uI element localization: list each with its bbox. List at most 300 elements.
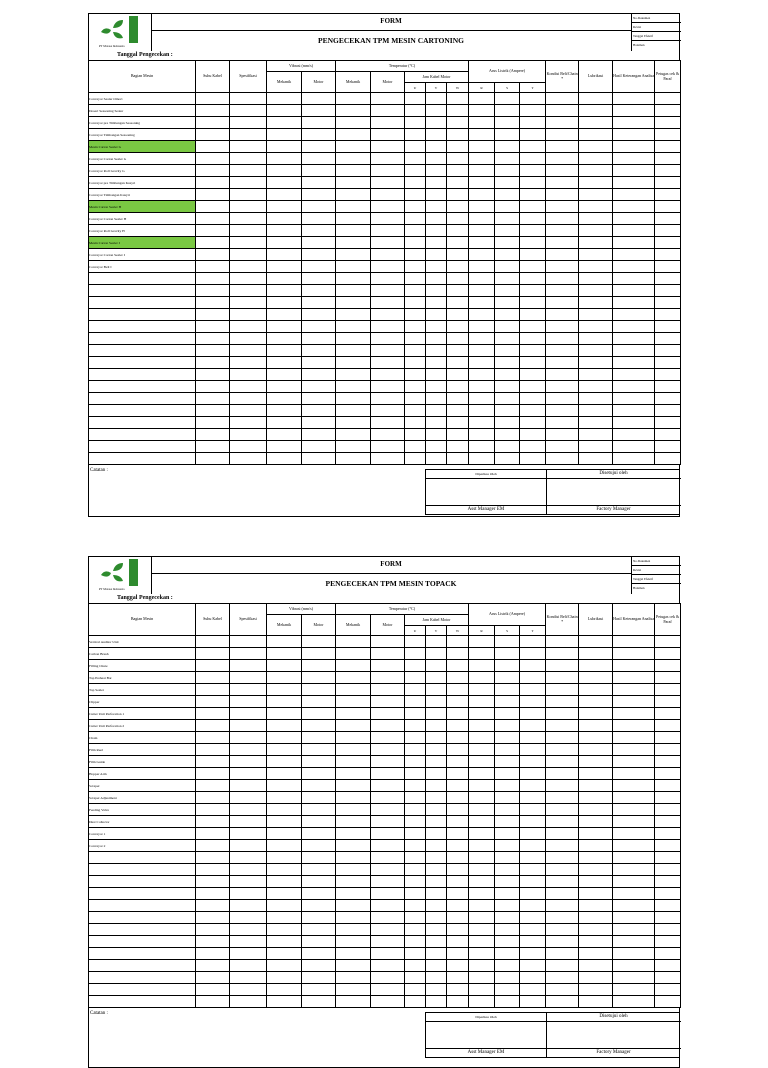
entry-cell[interactable]: [546, 684, 579, 696]
entry-cell[interactable]: [230, 684, 267, 696]
entry-cell[interactable]: [336, 984, 371, 996]
entry-cell[interactable]: [447, 333, 469, 345]
entry-cell[interactable]: [613, 684, 655, 696]
entry-cell[interactable]: [655, 984, 681, 996]
entry-cell[interactable]: [302, 177, 336, 189]
entry-cell[interactable]: [579, 285, 613, 297]
entry-cell[interactable]: [613, 720, 655, 732]
entry-cell[interactable]: [495, 357, 520, 369]
entry-cell[interactable]: [520, 165, 546, 177]
entry-cell[interactable]: [546, 369, 579, 381]
entry-cell[interactable]: [546, 648, 579, 660]
entry-cell[interactable]: [495, 165, 520, 177]
entry-cell[interactable]: [196, 732, 230, 744]
entry-cell[interactable]: [469, 165, 495, 177]
entry-cell[interactable]: [447, 840, 469, 852]
entry-cell[interactable]: [267, 828, 302, 840]
entry-cell[interactable]: [469, 261, 495, 273]
entry-cell[interactable]: [579, 201, 613, 213]
entry-cell[interactable]: [302, 453, 336, 465]
entry-cell[interactable]: [495, 249, 520, 261]
entry-cell[interactable]: [371, 129, 405, 141]
entry-cell[interactable]: [469, 345, 495, 357]
entry-cell[interactable]: [267, 756, 302, 768]
entry-cell[interactable]: [405, 141, 426, 153]
entry-cell[interactable]: [405, 912, 426, 924]
entry-cell[interactable]: [469, 297, 495, 309]
entry-cell[interactable]: [613, 708, 655, 720]
entry-cell[interactable]: [655, 912, 681, 924]
entry-cell[interactable]: [579, 165, 613, 177]
entry-cell[interactable]: [426, 345, 447, 357]
entry-cell[interactable]: [267, 165, 302, 177]
entry-cell[interactable]: [447, 720, 469, 732]
entry-cell[interactable]: [495, 684, 520, 696]
entry-cell[interactable]: [655, 441, 681, 453]
entry-cell[interactable]: [613, 249, 655, 261]
entry-cell[interactable]: [302, 417, 336, 429]
entry-cell[interactable]: [426, 405, 447, 417]
entry-cell[interactable]: [613, 864, 655, 876]
entry-cell[interactable]: [371, 864, 405, 876]
entry-cell[interactable]: [336, 237, 371, 249]
entry-cell[interactable]: [196, 984, 230, 996]
entry-cell[interactable]: [336, 924, 371, 936]
entry-cell[interactable]: [655, 117, 681, 129]
entry-cell[interactable]: [336, 381, 371, 393]
entry-cell[interactable]: [230, 960, 267, 972]
entry-cell[interactable]: [371, 924, 405, 936]
entry-cell[interactable]: [302, 321, 336, 333]
entry-cell[interactable]: [546, 804, 579, 816]
entry-cell[interactable]: [426, 876, 447, 888]
entry-cell[interactable]: [520, 117, 546, 129]
entry-cell[interactable]: [520, 177, 546, 189]
entry-cell[interactable]: [426, 225, 447, 237]
entry-cell[interactable]: [336, 780, 371, 792]
entry-cell[interactable]: [267, 780, 302, 792]
entry-cell[interactable]: [655, 936, 681, 948]
entry-cell[interactable]: [495, 636, 520, 648]
entry-cell[interactable]: [447, 636, 469, 648]
entry-cell[interactable]: [447, 708, 469, 720]
entry-cell[interactable]: [267, 660, 302, 672]
entry-cell[interactable]: [230, 756, 267, 768]
entry-cell[interactable]: [267, 936, 302, 948]
entry-cell[interactable]: [371, 237, 405, 249]
entry-cell[interactable]: [196, 333, 230, 345]
entry-cell[interactable]: [447, 405, 469, 417]
entry-cell[interactable]: [196, 417, 230, 429]
entry-cell[interactable]: [336, 636, 371, 648]
entry-cell[interactable]: [613, 648, 655, 660]
entry-cell[interactable]: [613, 780, 655, 792]
entry-cell[interactable]: [196, 93, 230, 105]
entry-cell[interactable]: [546, 948, 579, 960]
entry-cell[interactable]: [196, 405, 230, 417]
entry-cell[interactable]: [405, 165, 426, 177]
entry-cell[interactable]: [371, 912, 405, 924]
entry-cell[interactable]: [302, 780, 336, 792]
entry-cell[interactable]: [302, 129, 336, 141]
entry-cell[interactable]: [546, 225, 579, 237]
entry-cell[interactable]: [546, 924, 579, 936]
entry-cell[interactable]: [405, 345, 426, 357]
entry-cell[interactable]: [469, 684, 495, 696]
entry-cell[interactable]: [655, 756, 681, 768]
entry-cell[interactable]: [426, 888, 447, 900]
entry-cell[interactable]: [613, 960, 655, 972]
entry-cell[interactable]: [196, 684, 230, 696]
entry-cell[interactable]: [336, 876, 371, 888]
entry-cell[interactable]: [655, 273, 681, 285]
entry-cell[interactable]: [336, 936, 371, 948]
entry-cell[interactable]: [520, 636, 546, 648]
entry-cell[interactable]: [426, 429, 447, 441]
entry-cell[interactable]: [655, 732, 681, 744]
entry-cell[interactable]: [230, 165, 267, 177]
entry-cell[interactable]: [426, 780, 447, 792]
entry-cell[interactable]: [655, 660, 681, 672]
entry-cell[interactable]: [495, 672, 520, 684]
entry-cell[interactable]: [447, 924, 469, 936]
entry-cell[interactable]: [302, 381, 336, 393]
entry-cell[interactable]: [302, 732, 336, 744]
entry-cell[interactable]: [579, 828, 613, 840]
entry-cell[interactable]: [267, 273, 302, 285]
entry-cell[interactable]: [655, 852, 681, 864]
entry-cell[interactable]: [495, 840, 520, 852]
entry-cell[interactable]: [371, 720, 405, 732]
entry-cell[interactable]: [579, 249, 613, 261]
entry-cell[interactable]: [196, 696, 230, 708]
entry-cell[interactable]: [426, 720, 447, 732]
entry-cell[interactable]: [196, 141, 230, 153]
entry-cell[interactable]: [230, 768, 267, 780]
entry-cell[interactable]: [302, 876, 336, 888]
entry-cell[interactable]: [302, 405, 336, 417]
entry-cell[interactable]: [336, 429, 371, 441]
entry-cell[interactable]: [447, 189, 469, 201]
entry-cell[interactable]: [196, 636, 230, 648]
entry-cell[interactable]: [302, 261, 336, 273]
entry-cell[interactable]: [196, 261, 230, 273]
entry-cell[interactable]: [336, 357, 371, 369]
entry-cell[interactable]: [469, 708, 495, 720]
entry-cell[interactable]: [302, 369, 336, 381]
entry-cell[interactable]: [469, 888, 495, 900]
entry-cell[interactable]: [546, 768, 579, 780]
entry-cell[interactable]: [405, 333, 426, 345]
entry-cell[interactable]: [230, 453, 267, 465]
entry-cell[interactable]: [613, 237, 655, 249]
entry-cell[interactable]: [336, 948, 371, 960]
entry-cell[interactable]: [196, 273, 230, 285]
entry-cell[interactable]: [267, 189, 302, 201]
entry-cell[interactable]: [371, 393, 405, 405]
entry-cell[interactable]: [336, 285, 371, 297]
entry-cell[interactable]: [371, 357, 405, 369]
entry-cell[interactable]: [520, 972, 546, 984]
entry-cell[interactable]: [267, 648, 302, 660]
entry-cell[interactable]: [579, 393, 613, 405]
entry-cell[interactable]: [336, 864, 371, 876]
entry-cell[interactable]: [426, 333, 447, 345]
entry-cell[interactable]: [267, 708, 302, 720]
entry-cell[interactable]: [447, 756, 469, 768]
entry-cell[interactable]: [405, 768, 426, 780]
entry-cell[interactable]: [613, 369, 655, 381]
entry-cell[interactable]: [655, 636, 681, 648]
entry-cell[interactable]: [655, 708, 681, 720]
entry-cell[interactable]: [546, 201, 579, 213]
entry-cell[interactable]: [613, 696, 655, 708]
entry-cell[interactable]: [495, 696, 520, 708]
entry-cell[interactable]: [495, 369, 520, 381]
entry-cell[interactable]: [230, 972, 267, 984]
entry-cell[interactable]: [655, 177, 681, 189]
entry-cell[interactable]: [579, 369, 613, 381]
entry-cell[interactable]: [546, 744, 579, 756]
entry-cell[interactable]: [196, 381, 230, 393]
entry-cell[interactable]: [405, 249, 426, 261]
entry-cell[interactable]: [302, 768, 336, 780]
entry-cell[interactable]: [336, 105, 371, 117]
entry-cell[interactable]: [302, 924, 336, 936]
entry-cell[interactable]: [447, 417, 469, 429]
entry-cell[interactable]: [447, 141, 469, 153]
entry-cell[interactable]: [230, 912, 267, 924]
entry-cell[interactable]: [371, 225, 405, 237]
entry-cell[interactable]: [447, 129, 469, 141]
entry-cell[interactable]: [520, 369, 546, 381]
entry-cell[interactable]: [267, 804, 302, 816]
entry-cell[interactable]: [469, 648, 495, 660]
entry-cell[interactable]: [267, 876, 302, 888]
entry-cell[interactable]: [655, 153, 681, 165]
entry-cell[interactable]: [230, 309, 267, 321]
entry-cell[interactable]: [546, 357, 579, 369]
entry-cell[interactable]: [447, 828, 469, 840]
entry-cell[interactable]: [520, 189, 546, 201]
entry-cell[interactable]: [447, 996, 469, 1008]
entry-cell[interactable]: [371, 213, 405, 225]
entry-cell[interactable]: [579, 708, 613, 720]
entry-cell[interactable]: [426, 912, 447, 924]
entry-cell[interactable]: [302, 936, 336, 948]
entry-cell[interactable]: [447, 804, 469, 816]
entry-cell[interactable]: [267, 285, 302, 297]
entry-cell[interactable]: [447, 105, 469, 117]
entry-cell[interactable]: [495, 708, 520, 720]
entry-cell[interactable]: [447, 369, 469, 381]
entry-cell[interactable]: [579, 900, 613, 912]
entry-cell[interactable]: [196, 924, 230, 936]
entry-cell[interactable]: [230, 648, 267, 660]
entry-cell[interactable]: [520, 237, 546, 249]
entry-cell[interactable]: [495, 381, 520, 393]
entry-cell[interactable]: [579, 153, 613, 165]
entry-cell[interactable]: [405, 636, 426, 648]
entry-cell[interactable]: [302, 225, 336, 237]
entry-cell[interactable]: [546, 153, 579, 165]
entry-cell[interactable]: [613, 936, 655, 948]
entry-cell[interactable]: [196, 864, 230, 876]
entry-cell[interactable]: [495, 888, 520, 900]
entry-cell[interactable]: [371, 648, 405, 660]
entry-cell[interactable]: [520, 996, 546, 1008]
entry-cell[interactable]: [405, 201, 426, 213]
entry-cell[interactable]: [196, 213, 230, 225]
entry-cell[interactable]: [520, 936, 546, 948]
entry-cell[interactable]: [267, 441, 302, 453]
entry-cell[interactable]: [469, 129, 495, 141]
entry-cell[interactable]: [302, 696, 336, 708]
entry-cell[interactable]: [613, 333, 655, 345]
entry-cell[interactable]: [371, 804, 405, 816]
entry-cell[interactable]: [613, 453, 655, 465]
entry-cell[interactable]: [546, 117, 579, 129]
entry-cell[interactable]: [546, 732, 579, 744]
entry-cell[interactable]: [495, 648, 520, 660]
entry-cell[interactable]: [655, 816, 681, 828]
entry-cell[interactable]: [267, 357, 302, 369]
entry-cell[interactable]: [447, 912, 469, 924]
entry-cell[interactable]: [405, 816, 426, 828]
entry-cell[interactable]: [546, 888, 579, 900]
entry-cell[interactable]: [495, 732, 520, 744]
entry-cell[interactable]: [469, 213, 495, 225]
entry-cell[interactable]: [469, 756, 495, 768]
entry-cell[interactable]: [302, 273, 336, 285]
entry-cell[interactable]: [469, 852, 495, 864]
entry-cell[interactable]: [613, 93, 655, 105]
entry-cell[interactable]: [655, 285, 681, 297]
entry-cell[interactable]: [613, 840, 655, 852]
entry-cell[interactable]: [655, 672, 681, 684]
entry-cell[interactable]: [336, 972, 371, 984]
entry-cell[interactable]: [613, 201, 655, 213]
entry-cell[interactable]: [302, 816, 336, 828]
entry-cell[interactable]: [546, 417, 579, 429]
entry-cell[interactable]: [546, 381, 579, 393]
entry-cell[interactable]: [302, 864, 336, 876]
entry-cell[interactable]: [302, 852, 336, 864]
entry-cell[interactable]: [520, 141, 546, 153]
entry-cell[interactable]: [230, 285, 267, 297]
entry-cell[interactable]: [495, 117, 520, 129]
entry-cell[interactable]: [230, 273, 267, 285]
entry-cell[interactable]: [579, 297, 613, 309]
entry-cell[interactable]: [267, 696, 302, 708]
entry-cell[interactable]: [495, 792, 520, 804]
entry-cell[interactable]: [426, 321, 447, 333]
entry-cell[interactable]: [196, 960, 230, 972]
entry-cell[interactable]: [405, 744, 426, 756]
entry-cell[interactable]: [495, 105, 520, 117]
entry-cell[interactable]: [230, 345, 267, 357]
entry-cell[interactable]: [579, 405, 613, 417]
entry-cell[interactable]: [230, 900, 267, 912]
entry-cell[interactable]: [447, 888, 469, 900]
entry-cell[interactable]: [230, 117, 267, 129]
entry-cell[interactable]: [302, 153, 336, 165]
entry-cell[interactable]: [546, 165, 579, 177]
entry-cell[interactable]: [613, 117, 655, 129]
entry-cell[interactable]: [230, 948, 267, 960]
entry-cell[interactable]: [267, 333, 302, 345]
entry-cell[interactable]: [336, 840, 371, 852]
entry-cell[interactable]: [267, 888, 302, 900]
entry-cell[interactable]: [546, 972, 579, 984]
entry-cell[interactable]: [447, 321, 469, 333]
entry-cell[interactable]: [196, 672, 230, 684]
entry-cell[interactable]: [447, 744, 469, 756]
entry-cell[interactable]: [469, 948, 495, 960]
entry-cell[interactable]: [426, 93, 447, 105]
entry-cell[interactable]: [230, 153, 267, 165]
entry-cell[interactable]: [426, 972, 447, 984]
entry-cell[interactable]: [426, 804, 447, 816]
entry-cell[interactable]: [495, 153, 520, 165]
entry-cell[interactable]: [579, 888, 613, 900]
entry-cell[interactable]: [447, 237, 469, 249]
entry-cell[interactable]: [520, 852, 546, 864]
entry-cell[interactable]: [613, 225, 655, 237]
entry-cell[interactable]: [613, 984, 655, 996]
entry-cell[interactable]: [546, 828, 579, 840]
entry-cell[interactable]: [336, 189, 371, 201]
entry-cell[interactable]: [405, 708, 426, 720]
entry-cell[interactable]: [579, 213, 613, 225]
entry-cell[interactable]: [426, 453, 447, 465]
entry-cell[interactable]: [447, 309, 469, 321]
entry-cell[interactable]: [655, 189, 681, 201]
entry-cell[interactable]: [230, 189, 267, 201]
entry-cell[interactable]: [371, 792, 405, 804]
entry-cell[interactable]: [655, 405, 681, 417]
entry-cell[interactable]: [405, 189, 426, 201]
entry-cell[interactable]: [336, 744, 371, 756]
entry-cell[interactable]: [655, 720, 681, 732]
entry-cell[interactable]: [546, 321, 579, 333]
entry-cell[interactable]: [196, 744, 230, 756]
entry-cell[interactable]: [520, 924, 546, 936]
entry-cell[interactable]: [447, 852, 469, 864]
entry-cell[interactable]: [469, 900, 495, 912]
entry-cell[interactable]: [267, 912, 302, 924]
entry-cell[interactable]: [426, 165, 447, 177]
entry-cell[interactable]: [267, 816, 302, 828]
entry-cell[interactable]: [579, 672, 613, 684]
entry-cell[interactable]: [495, 213, 520, 225]
entry-cell[interactable]: [267, 117, 302, 129]
entry-cell[interactable]: [405, 309, 426, 321]
entry-cell[interactable]: [469, 429, 495, 441]
entry-cell[interactable]: [371, 381, 405, 393]
entry-cell[interactable]: [447, 732, 469, 744]
entry-cell[interactable]: [230, 405, 267, 417]
entry-cell[interactable]: [336, 960, 371, 972]
entry-cell[interactable]: [469, 333, 495, 345]
entry-cell[interactable]: [495, 333, 520, 345]
entry-cell[interactable]: [546, 900, 579, 912]
entry-cell[interactable]: [520, 417, 546, 429]
entry-cell[interactable]: [520, 756, 546, 768]
entry-cell[interactable]: [267, 792, 302, 804]
entry-cell[interactable]: [495, 177, 520, 189]
entry-cell[interactable]: [655, 864, 681, 876]
